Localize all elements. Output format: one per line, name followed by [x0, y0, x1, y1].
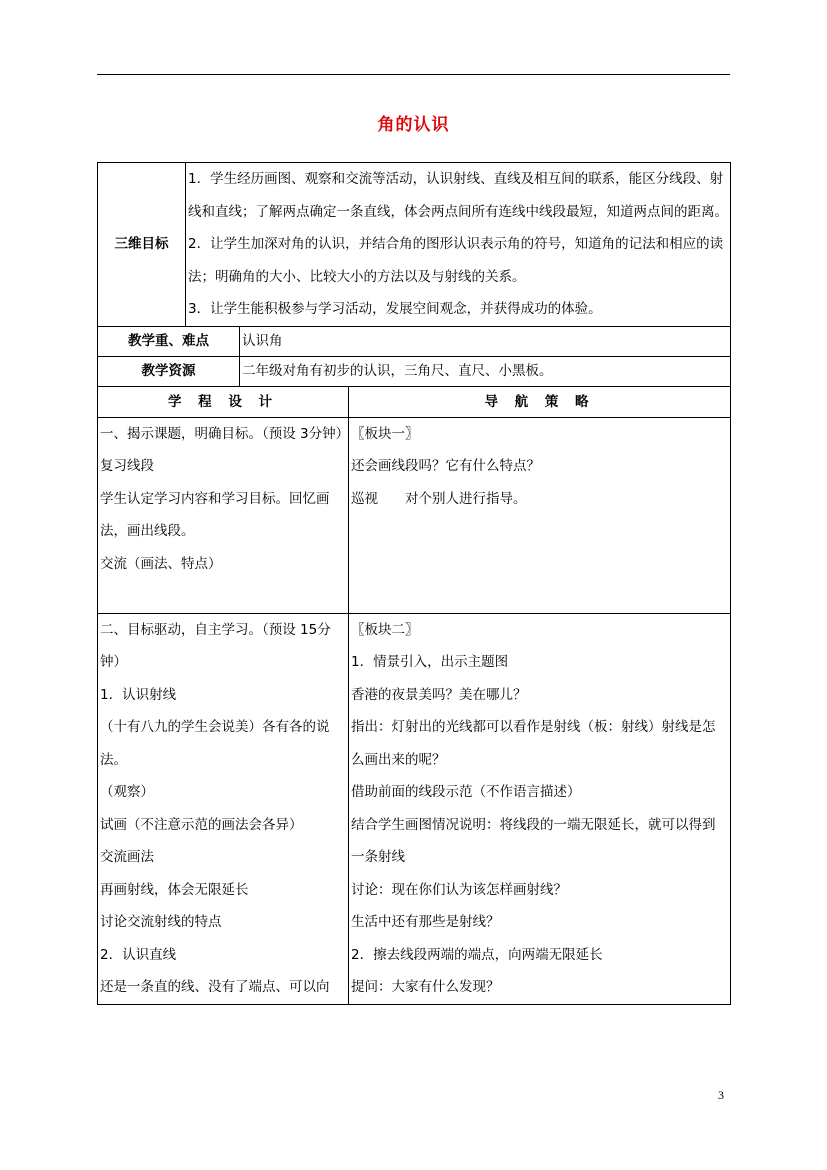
list-item: 〖板块一〗: [351, 425, 419, 442]
header-rule: [97, 74, 730, 75]
list-item: 试画（不注意示范的画法会各异）: [100, 816, 303, 833]
resources-label: 教学资源: [98, 356, 240, 386]
list-item: 学生认定学习内容和学习目标。回忆画法，画出线段。: [100, 490, 330, 539]
goals-label: 三维目标: [98, 163, 186, 327]
list-item: 指出：灯射出的光线都可以看作是射线（板：射线）射线是怎么画出来的呢？: [351, 719, 716, 768]
resources-value: 二年级对角有初步的认识，三角尺、直尺、小黑板。: [240, 356, 731, 386]
section2-row: [98, 613, 731, 1004]
section2-strategy: [349, 613, 731, 1004]
list-item: 交流（画法、特点）: [100, 555, 222, 572]
list-item: 讨论交流射线的特点: [100, 914, 222, 930]
learning-design-header: 学 程 设 计: [98, 386, 349, 417]
goals-row: [98, 163, 731, 327]
list-item: 1．情景引入，出示主题图: [351, 654, 509, 670]
goals-content: [186, 163, 731, 327]
list-item: 香港的夜景美吗？美在哪儿？: [351, 686, 527, 703]
section1-row: [98, 417, 731, 613]
list-item: 借助前面的线段示范（不作语言描述）: [351, 784, 581, 800]
list-item: 交流画法: [100, 849, 154, 865]
list-item: 一、揭示课题，明确目标。（预设 3分钟）: [100, 425, 350, 442]
list-item: 2．擦去线段两端的端点，向两端无限延长: [351, 946, 603, 963]
list-item: 再画射线，体会无限延长: [100, 881, 249, 898]
list-item: 结合学生画图情况说明：将线段的一端无限延长，就可以得到一条射线: [351, 816, 716, 865]
list-item: 还是一条直的线、没有了端点、可以向: [100, 979, 330, 995]
navigation-strategy-header: 导 航 策 略: [349, 386, 731, 417]
list-item: 〖板块二〗: [351, 621, 419, 638]
key-points-label: 教学重、难点: [98, 326, 240, 356]
list-item: 生活中还有那些是射线？: [351, 914, 500, 930]
lesson-plan-table: [97, 162, 731, 1005]
list-item: 1．认识射线: [100, 686, 177, 703]
goal-item: 2．让学生加深对角的认识，并结合角的图形认识表示角的符号，知道角的记法和相应的读法；明确角的大小、比较大小的方法以及与射线的关系。: [188, 236, 724, 285]
list-item: （十有八九的学生会说美）各有各的说法。: [100, 719, 330, 768]
page-title: 角的认识: [377, 115, 450, 135]
design-header-row: [98, 386, 731, 417]
resources-row: [98, 356, 731, 386]
page-number: 3: [718, 1088, 724, 1102]
list-item: 巡视 对个别人进行指导。: [351, 490, 527, 507]
goal-item: 1．学生经历画图、观察和交流等活动，认识射线、直线及相互间的联系，能区分线段、射线和直线；了解两点确定一条直线，体会两点间所有连线中线段最短，知道两点间的距离。: [188, 171, 728, 220]
list-item: 复习线段: [100, 458, 154, 474]
list-item: 2．认识直线: [100, 946, 177, 963]
key-points-value: 认识角: [240, 326, 731, 356]
list-item: 讨论：现在你们认为该怎样画射线？: [351, 881, 567, 898]
section1-strategy: [349, 417, 731, 613]
list-item: （观察）: [100, 784, 154, 800]
list-item: 还会画线段吗？它有什么特点？: [351, 458, 540, 474]
list-item: 二、目标驱动，自主学习。（预设 15分钟）: [100, 621, 331, 670]
goal-item: 3．让学生能积极参与学习活动，发展空间观念，并获得成功的体验。: [188, 301, 602, 317]
section1-learning: [98, 417, 349, 613]
key-points-row: [98, 326, 731, 356]
section2-learning: [98, 613, 349, 1004]
list-item: 提问：大家有什么发现？: [351, 979, 500, 995]
